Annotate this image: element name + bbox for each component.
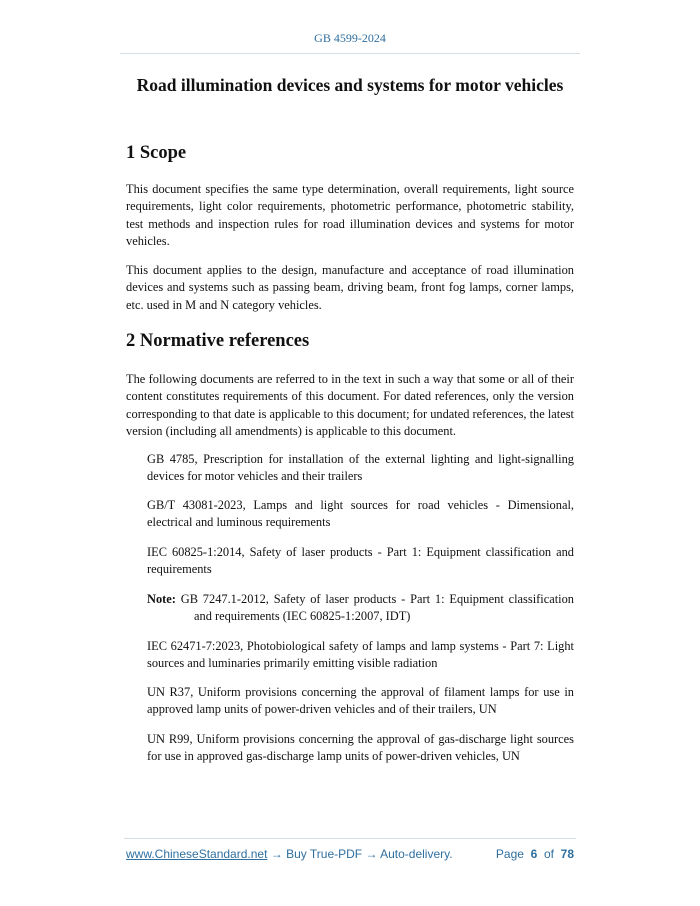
document-title: Road illumination devices and systems for motor vehicles bbox=[136, 75, 564, 95]
page-indicator bbox=[496, 847, 574, 861]
footer-divider bbox=[124, 838, 576, 839]
page-number: 6 bbox=[530, 847, 538, 861]
page-label: Page bbox=[495, 847, 524, 861]
document-id-header: GB 4599-2024 bbox=[314, 31, 386, 45]
total-pages: 78 bbox=[560, 847, 574, 861]
note-text: GB 7247.1-2012, Safety of laser products - Part 1: Equipment classification and requirements (IEC 60825-1:2007, IDT) bbox=[180, 592, 574, 624]
reference-note bbox=[147, 591, 574, 626]
section-heading-normative-references: 2 Normative references bbox=[126, 331, 310, 351]
reference-item: IEC 62471-7:2023, Photobiological safety of lamps and lamp systems - Part 7: Light sources and luminaries primarily emitting visible radiation bbox=[147, 639, 574, 671]
reference-item: GB 4785, Prescription for installation of the external lighting and light-signalling devices for motor vehicles and their trailers bbox=[147, 452, 574, 484]
section-heading-scope: 1 Scope bbox=[126, 143, 187, 163]
note-label: Note: bbox=[147, 592, 176, 606]
reference-item: IEC 60825-1:2014, Safety of laser products - Part 1: Equipment classification and requirements bbox=[147, 545, 574, 577]
scope-paragraph: This document specifies the same type determination, overall requirements, light source requirements, light color requirements, photometric performance, photometric stability, test methods and inspection rules for road illumination devices and systems for motor vehicles. bbox=[126, 182, 574, 249]
references-intro: The following documents are referred to in the text in such a way that some or all of their content constitutes requirements of this document. For dated references, only the version corresponding to that date is applicable to this document; for undated references, the latest version (including all amendments) is applicable to this document. bbox=[126, 372, 574, 439]
footer-tagline: → Buy True-PDF → Auto-delivery. bbox=[267, 847, 453, 861]
header-divider bbox=[120, 53, 580, 54]
scope-paragraph: This document applies to the design, manufacture and acceptance of road illumination devices and systems such as passing beam, driving beam, front fog lamps, corner lamps, etc. used in M and N category vehicles. bbox=[126, 263, 574, 312]
reference-item: GB/T 43081-2023, Lamps and light sources for road vehicles - Dimensional, electrical and luminous requirements bbox=[147, 498, 574, 530]
reference-item: UN R99, Uniform provisions concerning the approval of gas-discharge light sources for use in approved gas-discharge lamp units of power-driven vehicles, UN bbox=[147, 732, 574, 764]
of-label: of bbox=[543, 847, 554, 861]
website-link[interactable]: www.ChineseStandard.net bbox=[126, 847, 268, 861]
footer bbox=[126, 847, 574, 861]
reference-item: UN R37, Uniform provisions concerning the approval of filament lamps for use in approved lamp units of power-driven vehicles and of their trailers, UN bbox=[147, 685, 574, 717]
